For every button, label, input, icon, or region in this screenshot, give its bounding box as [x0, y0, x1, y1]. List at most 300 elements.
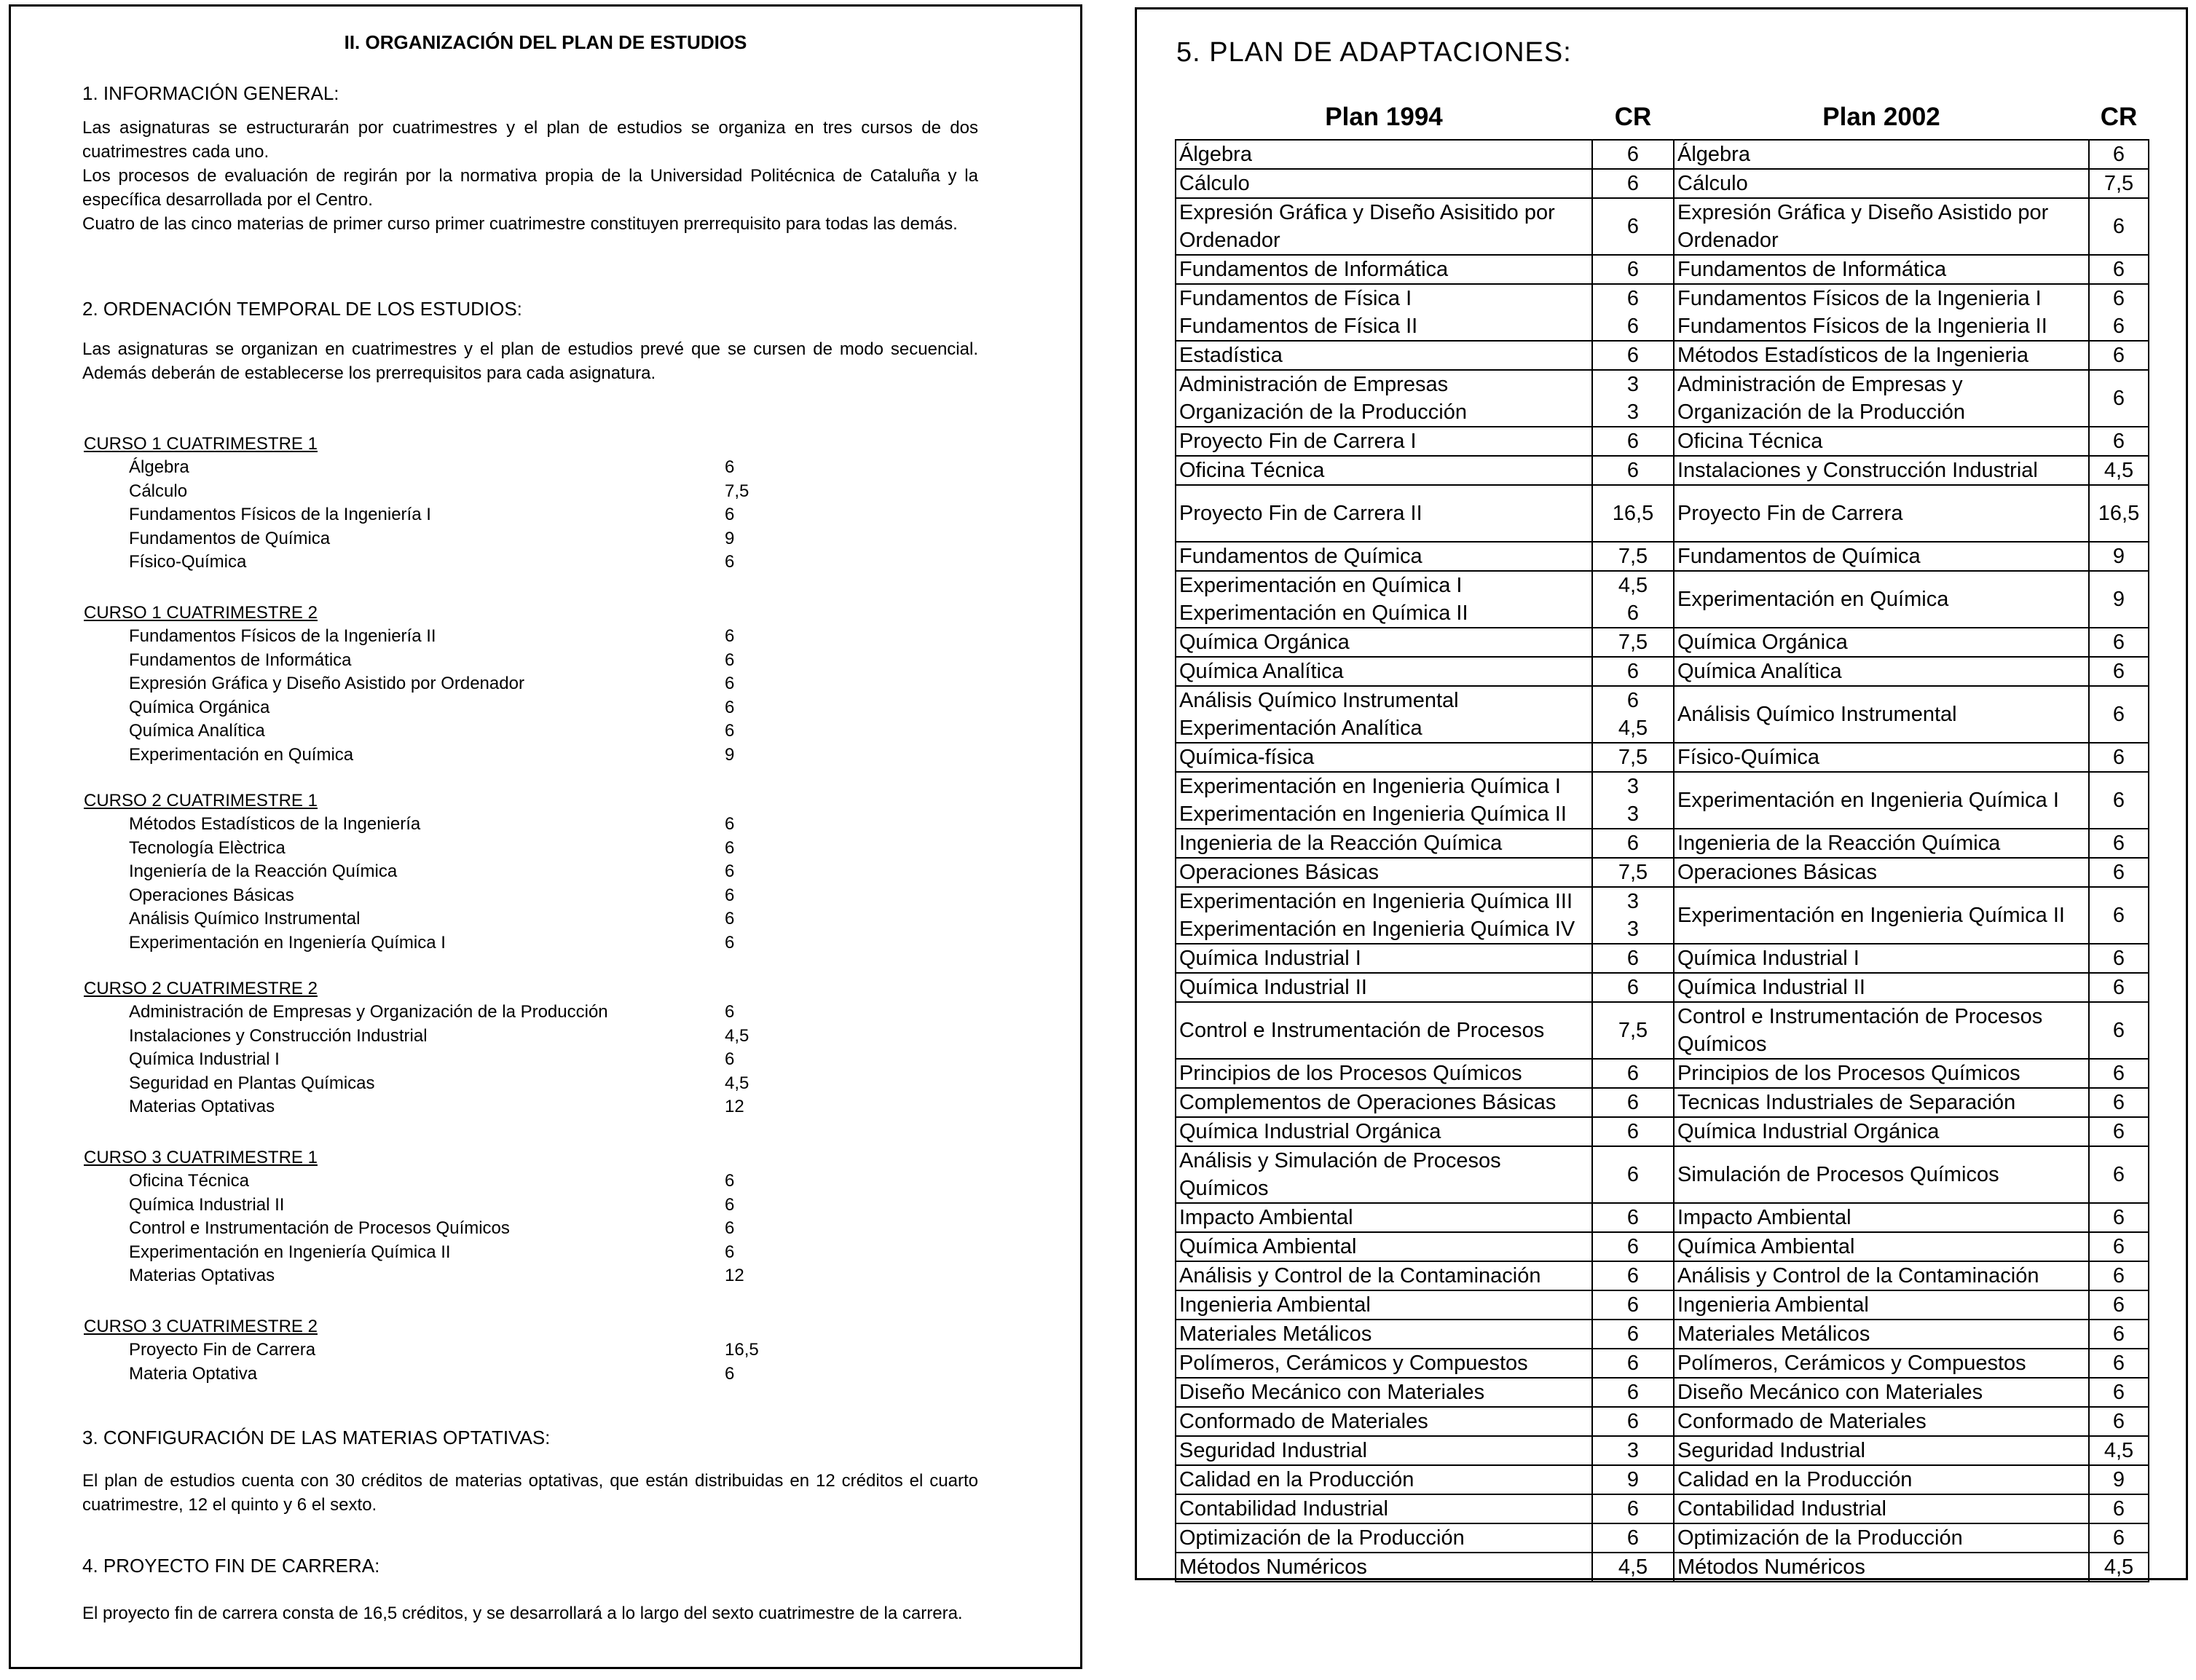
course-item	[84, 1025, 885, 1049]
credits-1994: 6	[1592, 657, 1674, 686]
course-item-name: Operaciones Básicas	[129, 885, 294, 905]
course-item	[84, 1170, 885, 1194]
credits-2002: 6	[2089, 1088, 2149, 1117]
credits-2002: 6	[2089, 1407, 2149, 1436]
adaptation-row	[1176, 772, 2149, 829]
course-item-name: Álgebra	[129, 457, 189, 477]
course-item-credits: 6	[725, 505, 735, 524]
credits-1994: 4,5	[1592, 1553, 1674, 1582]
credits-2002: 6	[2089, 1523, 2149, 1553]
subject-2002: Seguridad Industrial	[1674, 1436, 2089, 1465]
adaptation-row	[1176, 456, 2149, 485]
subject-1994: Control e Instrumentación de Procesos	[1176, 1002, 1592, 1059]
course-item	[84, 931, 885, 955]
course-item-name: Química Analítica	[129, 721, 265, 741]
header-cr-1994: CR	[1614, 103, 1652, 131]
credits-1994: 6	[1592, 1523, 1674, 1553]
adaptation-row	[1176, 686, 2149, 743]
subject-2002: Polímeros, Cerámicos y Compuestos	[1674, 1349, 2089, 1378]
credits-1994: 6 4,5	[1592, 686, 1674, 743]
course-item-name: Materias Optativas	[129, 1266, 275, 1285]
subject-1994: Contabilidad Industrial	[1176, 1494, 1592, 1523]
adaptation-row	[1176, 944, 2149, 973]
credits-2002: 6 6	[2089, 284, 2149, 341]
adaptation-table	[1175, 95, 2149, 1582]
course-block	[84, 1145, 885, 1288]
course-item-name: Físico-Química	[129, 552, 247, 572]
course-item-credits: 7,5	[725, 481, 749, 501]
credits-2002: 6	[2089, 743, 2149, 772]
course-item-credits: 6	[725, 457, 735, 477]
course-item	[84, 1338, 885, 1362]
course-item-credits: 6	[725, 909, 735, 928]
credits-1994: 6	[1592, 1261, 1674, 1290]
subject-1994: Seguridad Industrial	[1176, 1436, 1592, 1465]
adaptation-row	[1176, 485, 2149, 542]
course-item-credits: 6	[725, 1002, 735, 1022]
credits-1994: 6	[1592, 829, 1674, 858]
adaptation-row	[1176, 1117, 2149, 1146]
subject-1994: Oficina Técnica	[1176, 456, 1592, 485]
course-item-name: Instalaciones y Construcción Industrial	[129, 1025, 428, 1046]
credits-1994: 6	[1592, 198, 1674, 255]
adaptation-row	[1176, 1465, 2149, 1494]
credits-2002: 6	[2089, 1117, 2149, 1146]
course-item-credits: 6	[725, 1194, 735, 1215]
course-item-name: Administración de Empresas y Organización de la Producción	[129, 1002, 608, 1022]
credits-2002: 6	[2089, 1320, 2149, 1349]
course-item	[84, 1048, 885, 1072]
credits-2002: 6	[2089, 1349, 2149, 1378]
course-item-credits: 6	[725, 721, 735, 741]
adaptation-row	[1176, 858, 2149, 887]
subject-1994: Química Orgánica	[1176, 628, 1592, 657]
credits-1994: 7,5	[1592, 1002, 1674, 1059]
subject-1994: Química Industrial Orgánica	[1176, 1117, 1592, 1146]
subject-1994: Expresión Gráfica y Diseño Asisitido por Ordenador	[1176, 198, 1592, 255]
course-item-name: Ingeniería de la Reacción Química	[129, 861, 398, 881]
credits-1994: 9	[1592, 1465, 1674, 1494]
subject-1994: Proyecto Fin de Carrera I	[1176, 427, 1592, 456]
subject-1994: Conformado de Materiales	[1176, 1407, 1592, 1436]
course-item	[84, 744, 885, 768]
course-item-credits: 16,5	[725, 1340, 759, 1360]
adaptation-row	[1176, 743, 2149, 772]
course-item-credits: 6	[725, 697, 735, 717]
credits-2002: 6	[2089, 370, 2149, 427]
credits-2002: 9	[2089, 542, 2149, 571]
adaptation-row	[1176, 1436, 2149, 1465]
course-item-name: Materias Optativas	[129, 1097, 275, 1116]
credits-2002: 4,5	[2089, 1436, 2149, 1465]
credits-2002: 6	[2089, 829, 2149, 858]
course-item-name: Experimentación en Ingeniería Química II	[129, 1242, 451, 1262]
credits-1994: 6	[1592, 1494, 1674, 1523]
credits-2002: 4,5	[2089, 456, 2149, 485]
section-heading-optativas: 3. CONFIGURACIÓN DE LAS MATERIAS OPTATIVAS:	[82, 1427, 551, 1448]
course-item	[84, 837, 885, 861]
course-item-name: Fundamentos Físicos de la Ingeniería II	[129, 626, 436, 646]
course-item-name: Control e Instrumentación de Procesos Químicos	[129, 1218, 510, 1238]
course-item	[84, 1001, 885, 1025]
course-item-credits: 9	[725, 528, 735, 548]
credits-2002: 6	[2089, 198, 2149, 255]
course-item-credits: 6	[725, 932, 735, 953]
course-item	[84, 625, 885, 649]
adaptation-row	[1176, 1088, 2149, 1117]
course-item-credits: 6	[725, 1218, 735, 1238]
course-item-credits: 6	[725, 674, 735, 693]
course-item	[84, 907, 885, 931]
subject-1994: Diseño Mecánico con Materiales	[1176, 1378, 1592, 1407]
course-item-name: Fundamentos de Informática	[129, 650, 352, 670]
credits-2002: 16,5	[2089, 485, 2149, 542]
subject-2002: Ingenieria Ambiental	[1674, 1290, 2089, 1320]
credits-1994: 3 3	[1592, 370, 1674, 427]
header-cr-2002: CR	[2100, 103, 2138, 131]
credits-2002: 9	[2089, 1465, 2149, 1494]
subject-1994: Química Industrial II	[1176, 973, 1592, 1002]
course-heading: CURSO 1 CUATRIMESTRE 2	[84, 603, 318, 623]
course-heading: CURSO 3 CUATRIMESTRE 1	[84, 1148, 318, 1167]
subject-1994: Experimentación en Ingenieria Química III Experimentación en Ingenieria Química IV	[1176, 887, 1592, 944]
paragraph-order	[82, 337, 978, 385]
credits-1994: 6	[1592, 1320, 1674, 1349]
adaptation-row	[1176, 1553, 2149, 1582]
adaptation-row	[1176, 1232, 2149, 1261]
subject-2002: Impacto Ambiental	[1674, 1203, 2089, 1232]
adaptation-row	[1176, 657, 2149, 686]
credits-1994: 7,5	[1592, 628, 1674, 657]
course-item	[84, 719, 885, 744]
credits-2002: 6	[2089, 1232, 2149, 1261]
course-item-name: Experimentación en Ingeniería Química I	[129, 932, 446, 953]
course-item-credits: 6	[725, 837, 735, 858]
paragraph-optativas	[82, 1469, 978, 1517]
course-item-name: Experimentación en Química	[129, 744, 354, 765]
credits-1994: 6	[1592, 1290, 1674, 1320]
course-item-name: Seguridad en Plantas Químicas	[129, 1073, 375, 1093]
subject-1994: Fundamentos de Física I Fundamentos de Física II	[1176, 284, 1592, 341]
course-item	[84, 527, 885, 551]
subject-2002: Tecnicas Industriales de Separación	[1674, 1088, 2089, 1117]
course-item	[84, 1362, 885, 1387]
subject-2002: Experimentación en Química	[1674, 571, 2089, 628]
course-item-name: Fundamentos Físicos de la Ingeniería I	[129, 505, 431, 524]
subject-1994: Ingenieria Ambiental	[1176, 1290, 1592, 1320]
subject-1994: Fundamentos de Informática	[1176, 255, 1592, 284]
adaptation-row	[1176, 427, 2149, 456]
course-item-name: Cálculo	[129, 481, 188, 501]
credits-2002: 6	[2089, 772, 2149, 829]
subject-2002: Control e Instrumentación de Procesos Químicos	[1674, 1002, 2089, 1059]
document-title: II. ORGANIZACIÓN DEL PLAN DE ESTUDIOS	[344, 31, 747, 53]
credits-2002: 6	[2089, 255, 2149, 284]
paragraph-proyecto-1: El proyecto fin de carrera consta de 16,5 créditos, y se desarrollará a lo largo del sexto cuatrimestre de la carrera.	[82, 1604, 963, 1623]
credits-2002: 6	[2089, 858, 2149, 887]
subject-1994: Impacto Ambiental	[1176, 1203, 1592, 1232]
course-block	[84, 601, 885, 767]
subject-2002: Química Industrial Orgánica	[1674, 1117, 2089, 1146]
course-item-credits: 12	[725, 1097, 744, 1116]
course-block	[84, 789, 885, 955]
credits-2002: 4,5	[2089, 1553, 2149, 1582]
adaptation-row	[1176, 1320, 2149, 1349]
adaptation-row	[1176, 1002, 2149, 1059]
course-item-credits: 6	[725, 1242, 735, 1262]
course-item-name: Materia Optativa	[129, 1363, 258, 1384]
paragraph-info-3: Cuatro de las cinco materias de primer curso primer cuatrimestre constituyen prerrequisito para todas las demás.	[82, 214, 958, 234]
course-item	[84, 649, 885, 673]
subject-2002: Calidad en la Producción	[1674, 1465, 2089, 1494]
subject-1994: Experimentación en Química I Experimentación en Química II	[1176, 571, 1592, 628]
subject-1994: Experimentación en Ingenieria Química I Experimentación en Ingenieria Química II	[1176, 772, 1592, 829]
subject-2002: Química Industrial II	[1674, 973, 2089, 1002]
adaptation-row	[1176, 1290, 2149, 1320]
credits-1994: 6	[1592, 1232, 1674, 1261]
course-item-credits: 4,5	[725, 1073, 749, 1093]
course-item	[84, 1194, 885, 1218]
adaptation-row	[1176, 341, 2149, 370]
header-plan-2002: Plan 2002	[1822, 103, 1940, 131]
subject-1994: Química Ambiental	[1176, 1232, 1592, 1261]
adaptation-row	[1176, 284, 2149, 341]
credits-1994: 3 3	[1592, 887, 1674, 944]
credits-2002: 7,5	[2089, 169, 2149, 198]
subject-1994: Análisis y Simulación de Procesos Químicos	[1176, 1146, 1592, 1203]
credits-1994: 6	[1592, 255, 1674, 284]
subject-2002: Materiales Metálicos	[1674, 1320, 2089, 1349]
credits-1994: 7,5	[1592, 542, 1674, 571]
course-item-name: Fundamentos de Química	[129, 528, 331, 548]
adaptation-table-body	[1176, 140, 2149, 1582]
subject-2002: Experimentación en Ingenieria Química II	[1674, 887, 2089, 944]
paragraph-info	[82, 116, 978, 236]
course-item-credits: 9	[725, 744, 735, 765]
paragraph-info-2: Los procesos de evaluación de regirán por la normativa propia de la Universidad Politécnica de Cataluña y la específica desarrollada por el Centro.	[82, 166, 978, 210]
credits-1994: 6	[1592, 1088, 1674, 1117]
course-item	[84, 1072, 885, 1096]
subject-1994: Química-física	[1176, 743, 1592, 772]
credits-2002: 6	[2089, 427, 2149, 456]
adaptation-row	[1176, 1203, 2149, 1232]
subject-1994: Principios de los Procesos Químicos	[1176, 1059, 1592, 1088]
section-heading-proyecto: 4. PROYECTO FIN DE CARRERA:	[82, 1555, 380, 1577]
subject-2002: Expresión Gráfica y Diseño Asistido por Ordenador	[1674, 198, 2089, 255]
course-item-name: Tecnología Elèctrica	[129, 837, 286, 858]
subject-2002: Administración de Empresas y Organización de la Producción	[1674, 370, 2089, 427]
subject-2002: Principios de los Procesos Químicos	[1674, 1059, 2089, 1088]
adaptation-row	[1176, 370, 2149, 427]
section-heading-order: 2. ORDENACIÓN TEMPORAL DE LOS ESTUDIOS:	[82, 298, 522, 320]
subject-1994: Álgebra	[1176, 140, 1592, 169]
subject-1994: Ingenieria de la Reacción Química	[1176, 829, 1592, 858]
subject-2002: Fundamentos de Química	[1674, 542, 2089, 571]
course-item-credits: 6	[725, 814, 735, 834]
course-item-name: Química Orgánica	[129, 697, 270, 717]
credits-1994: 6	[1592, 1349, 1674, 1378]
adaptation-row	[1176, 973, 2149, 1002]
subject-2002: Química Industrial I	[1674, 944, 2089, 973]
credits-2002: 6	[2089, 140, 2149, 169]
course-item-name: Química Industrial I	[129, 1049, 280, 1069]
subject-1994: Complementos de Operaciones Básicas	[1176, 1088, 1592, 1117]
course-block	[84, 977, 885, 1119]
credits-1994: 6	[1592, 1378, 1674, 1407]
section-heading-info: 1. INFORMACIÓN GENERAL:	[82, 82, 339, 104]
credits-1994: 6	[1592, 456, 1674, 485]
paragraph-optativas-1: El plan de estudios cuenta con 30 créditos de materias optativas, que están distribuidas en 12 créditos el cuarto cuatrimestre, 12 el quinto y 6 el sexto.	[82, 1471, 978, 1515]
credits-2002: 6	[2089, 944, 2149, 973]
course-item-credits: 4,5	[725, 1025, 749, 1046]
subject-2002: Fundamentos de Informática	[1674, 255, 2089, 284]
credits-1994: 16,5	[1592, 485, 1674, 542]
credits-2002: 6	[2089, 628, 2149, 657]
credits-1994: 7,5	[1592, 743, 1674, 772]
subject-1994: Estadística	[1176, 341, 1592, 370]
subject-1994: Análisis Químico Instrumental Experimentación Analítica	[1176, 686, 1592, 743]
credits-2002: 6	[2089, 1059, 2149, 1088]
subject-1994: Cálculo	[1176, 169, 1592, 198]
course-item-credits: 6	[725, 861, 735, 881]
subject-2002: Álgebra	[1674, 140, 2089, 169]
adaptation-row	[1176, 571, 2149, 628]
credits-1994: 6	[1592, 341, 1674, 370]
course-item	[84, 1217, 885, 1241]
course-item	[84, 860, 885, 884]
credits-1994: 6 6	[1592, 284, 1674, 341]
course-item-credits: 6	[725, 552, 735, 572]
credits-2002: 6	[2089, 1261, 2149, 1290]
subject-1994: Análisis y Control de la Contaminación	[1176, 1261, 1592, 1290]
subject-2002: Operaciones Básicas	[1674, 858, 2089, 887]
course-item	[84, 480, 885, 504]
credits-2002: 6	[2089, 1378, 2149, 1407]
course-item-credits: 6	[725, 1171, 735, 1191]
course-item	[84, 672, 885, 696]
credits-1994: 6	[1592, 1059, 1674, 1088]
course-item-name: Oficina Técnica	[129, 1171, 249, 1191]
subject-2002: Análisis Químico Instrumental	[1674, 686, 2089, 743]
course-heading: CURSO 1 CUATRIMESTRE 1	[84, 434, 318, 454]
course-heading: CURSO 3 CUATRIMESTRE 2	[84, 1317, 318, 1336]
subject-2002: Métodos Estadísticos de la Ingenieria	[1674, 341, 2089, 370]
subject-2002: Físico-Química	[1674, 743, 2089, 772]
credits-2002: 6	[2089, 657, 2149, 686]
subject-2002: Contabilidad Industrial	[1674, 1494, 2089, 1523]
subject-2002: Optimización de la Producción	[1674, 1523, 2089, 1553]
subject-2002: Instalaciones y Construcción Industrial	[1674, 456, 2089, 485]
subject-1994: Operaciones Básicas	[1176, 858, 1592, 887]
course-item-name: Proyecto Fin de Carrera	[129, 1340, 316, 1360]
credits-2002: 6	[2089, 1494, 2149, 1523]
subject-1994: Administración de Empresas Organización de la Producción	[1176, 370, 1592, 427]
credits-2002: 6	[2089, 341, 2149, 370]
credits-1994: 4,5 6	[1592, 571, 1674, 628]
subject-2002: Análisis y Control de la Contaminación	[1674, 1261, 2089, 1290]
course-item	[84, 884, 885, 908]
course-item-name: Análisis Químico Instrumental	[129, 909, 361, 928]
credits-1994: 3 3	[1592, 772, 1674, 829]
subject-2002: Química Ambiental	[1674, 1232, 2089, 1261]
course-item	[84, 813, 885, 837]
credits-2002: 6	[2089, 1290, 2149, 1320]
credits-2002: 6	[2089, 973, 2149, 1002]
adaptation-row	[1176, 1349, 2149, 1378]
adaptation-row	[1176, 1494, 2149, 1523]
paragraph-info-1: Las asignaturas se estructurarán por cuatrimestres y el plan de estudios se organiza en tres cursos de dos cuatrimestres cada uno.	[82, 118, 978, 162]
course-item	[84, 551, 885, 575]
credits-2002: 6	[2089, 686, 2149, 743]
adaptation-row	[1176, 169, 2149, 198]
subject-1994: Química Analítica	[1176, 657, 1592, 686]
subject-2002: Conformado de Materiales	[1674, 1407, 2089, 1436]
subject-1994: Métodos Numéricos	[1176, 1553, 1592, 1582]
credits-2002: 6	[2089, 887, 2149, 944]
adaptation-row	[1176, 1378, 2149, 1407]
header-plan-1994: Plan 1994	[1325, 103, 1443, 131]
adaptation-row	[1176, 542, 2149, 571]
course-item	[84, 1241, 885, 1265]
course-block	[84, 1314, 885, 1386]
course-item-credits: 6	[725, 1049, 735, 1069]
credits-1994: 6	[1592, 973, 1674, 1002]
course-item-name: Química Industrial II	[129, 1194, 285, 1215]
course-heading: CURSO 2 CUATRIMESTRE 1	[84, 791, 318, 811]
subject-1994: Polímeros, Cerámicos y Compuestos	[1176, 1349, 1592, 1378]
subject-2002: Métodos Numéricos	[1674, 1553, 2089, 1582]
adaptation-row	[1176, 1407, 2149, 1436]
credits-1994: 6	[1592, 1407, 1674, 1436]
adaptation-row	[1176, 1261, 2149, 1290]
course-item-credits: 12	[725, 1266, 744, 1285]
right-page	[1135, 7, 2188, 1580]
subject-2002: Química Analítica	[1674, 657, 2089, 686]
credits-1994: 6	[1592, 944, 1674, 973]
course-block	[84, 432, 885, 575]
subject-1994: Optimización de la Producción	[1176, 1523, 1592, 1553]
credits-1994: 6	[1592, 427, 1674, 456]
subject-1994: Fundamentos de Química	[1176, 542, 1592, 571]
adaptation-plan-title: 5. PLAN DE ADAPTACIONES:	[1176, 37, 1572, 68]
subject-1994: Calidad en la Producción	[1176, 1465, 1592, 1494]
credits-1994: 6	[1592, 140, 1674, 169]
adaptation-row	[1176, 140, 2149, 169]
left-page	[9, 4, 1082, 1669]
credits-1994: 6	[1592, 1117, 1674, 1146]
subject-1994: Materiales Metálicos	[1176, 1320, 1592, 1349]
credits-1994: 3	[1592, 1436, 1674, 1465]
subject-2002: Oficina Técnica	[1674, 427, 2089, 456]
course-item	[84, 1264, 885, 1288]
subject-2002: Proyecto Fin de Carrera	[1674, 485, 2089, 542]
credits-2002: 6	[2089, 1002, 2149, 1059]
adaptation-row	[1176, 255, 2149, 284]
subject-2002: Fundamentos Físicos de la Ingenieria I Fundamentos Físicos de la Ingenieria II	[1674, 284, 2089, 341]
subject-2002: Cálculo	[1674, 169, 2089, 198]
adaptation-row	[1176, 887, 2149, 944]
credits-2002: 6	[2089, 1203, 2149, 1232]
credits-1994: 6	[1592, 169, 1674, 198]
subject-2002: Simulación de Procesos Químicos	[1674, 1146, 2089, 1203]
credits-2002: 6	[2089, 1146, 2149, 1203]
adaptation-row	[1176, 198, 2149, 255]
subject-1994: Química Industrial I	[1176, 944, 1592, 973]
course-heading: CURSO 2 CUATRIMESTRE 2	[84, 979, 318, 998]
credits-1994: 6	[1592, 1146, 1674, 1203]
credits-1994: 6	[1592, 1203, 1674, 1232]
subject-2002: Química Orgánica	[1674, 628, 2089, 657]
